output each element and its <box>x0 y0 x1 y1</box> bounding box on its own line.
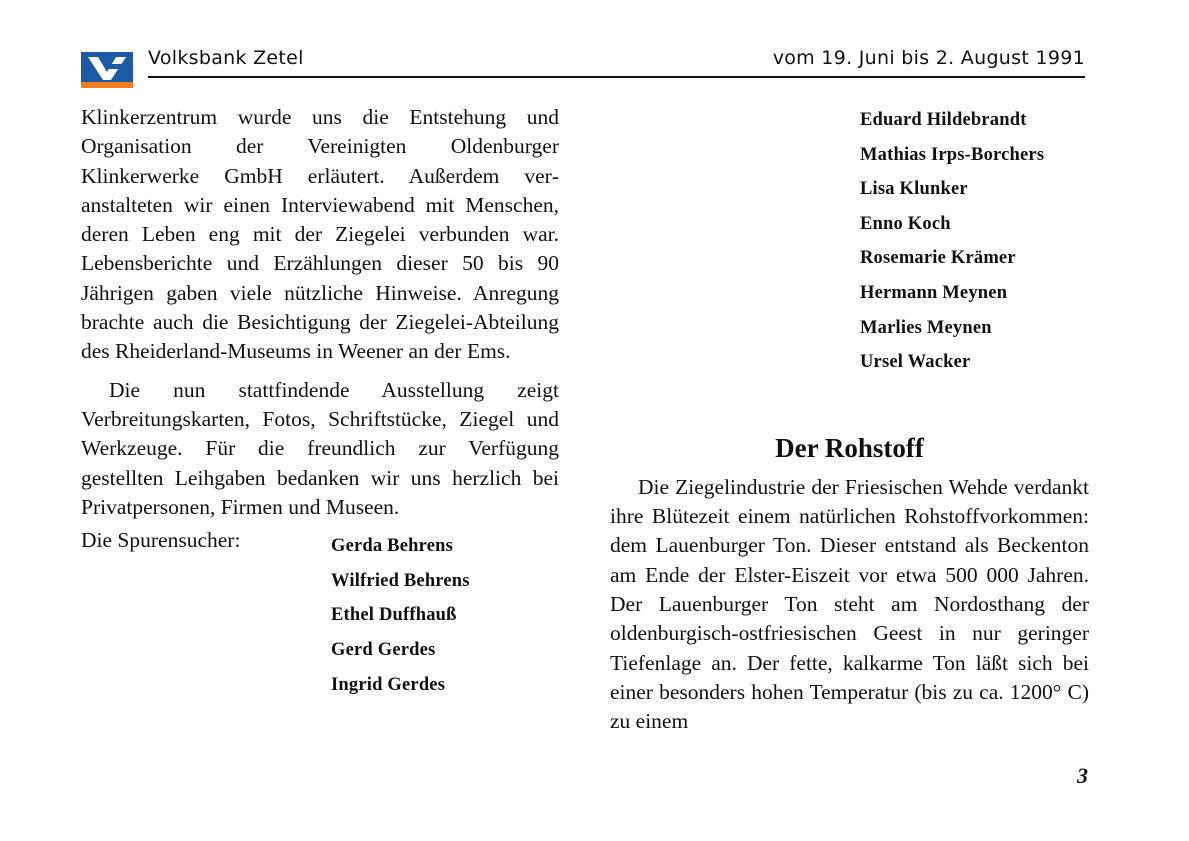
right-column <box>610 103 1089 736</box>
exhibition-date-range: vom 19. Juni bis 2. August 1991 <box>772 47 1085 69</box>
searchers-block <box>81 526 559 696</box>
volksbank-logo-icon <box>81 52 133 88</box>
searcher-name: Lisa Klunker <box>860 179 968 200</box>
searchers-name-list-right <box>860 103 1089 380</box>
searcher-name: Ethel Duffhauß <box>331 605 457 626</box>
searcher-name: Gerd Gerdes <box>331 639 436 660</box>
rohstoff-paragraph: Die Ziegelindustrie der Friesischen Wehde verdankt ihre Blütezeit einem natürlichen Rohstoffvorkommen: dem Lauenburger Ton. Dieser entstand als Beckenton am Ende der Elster-Eiszeit vor etwa 500 000 Jahren. Der Lauenburger Ton steht am Nordosthang der oldenburgisch-ostfriesischen Geest in nur geringer Tiefenlage an. Der fette, kalkarme Ton läßt sich bei einer besonders hohen Temperatur (bis zu ca. 1200° C) zu einem <box>610 474 1089 734</box>
searcher-name: Wilfried Behrens <box>331 570 470 591</box>
bank-name: Volksbank Zetel <box>148 47 304 69</box>
page-number: 3 <box>1077 763 1088 788</box>
searcher-name: Rosemarie Krämer <box>860 248 1016 269</box>
exhibition-paragraph: Die nun stattfindende Ausstellung zeigt Verbreitungskarten, Fotos, Schriftstücke, Ziegel und Werkzeuge. Für die freundlich zur Verfügung gestellten Leihgaben bedanken wir uns herzlich bei Privatpersonen, Firmen und Museen. <box>81 377 559 519</box>
searcher-name: Eduard Hildebrandt <box>860 110 1027 130</box>
searchers-name-list-left <box>331 529 470 702</box>
section-heading: Der Rohstoff <box>775 432 924 463</box>
searcher-name: Mathias Irps-Borchers <box>860 144 1045 165</box>
searcher-name: Enno Koch <box>860 213 951 234</box>
searcher-name: Hermann Meynen <box>860 282 1008 303</box>
searcher-name: Marlies Meynen <box>860 317 992 338</box>
left-column <box>81 103 559 696</box>
searcher-name: Ingrid Gerdes <box>331 674 446 695</box>
searcher-name: Gerda Behrens <box>331 536 453 557</box>
searcher-name: Ursel Wacker <box>860 352 971 373</box>
searchers-label: Die Spurensucher: <box>81 528 241 553</box>
intro-paragraph: Klinkerzentrum wurde uns die Entstehung und Organisation der Vereinigten Oldenburger Klinkerwerke GmbH erläutert. Außerdem veranstalteten wir einen Interviewabend mit Menschen, deren Leben eng mit der Ziegelei verbunden war. Lebensberichte und Erzählungen dieser 50 bis 90 Jährigen gaben viele nützliche Hinweise. Anregung brachte auch die Besichtigung der Ziegelei-Abteilung des Rheiderland-Museums in Weener an der Ems. <box>81 105 559 364</box>
page-header <box>81 44 1085 90</box>
header-rule <box>148 76 1085 78</box>
